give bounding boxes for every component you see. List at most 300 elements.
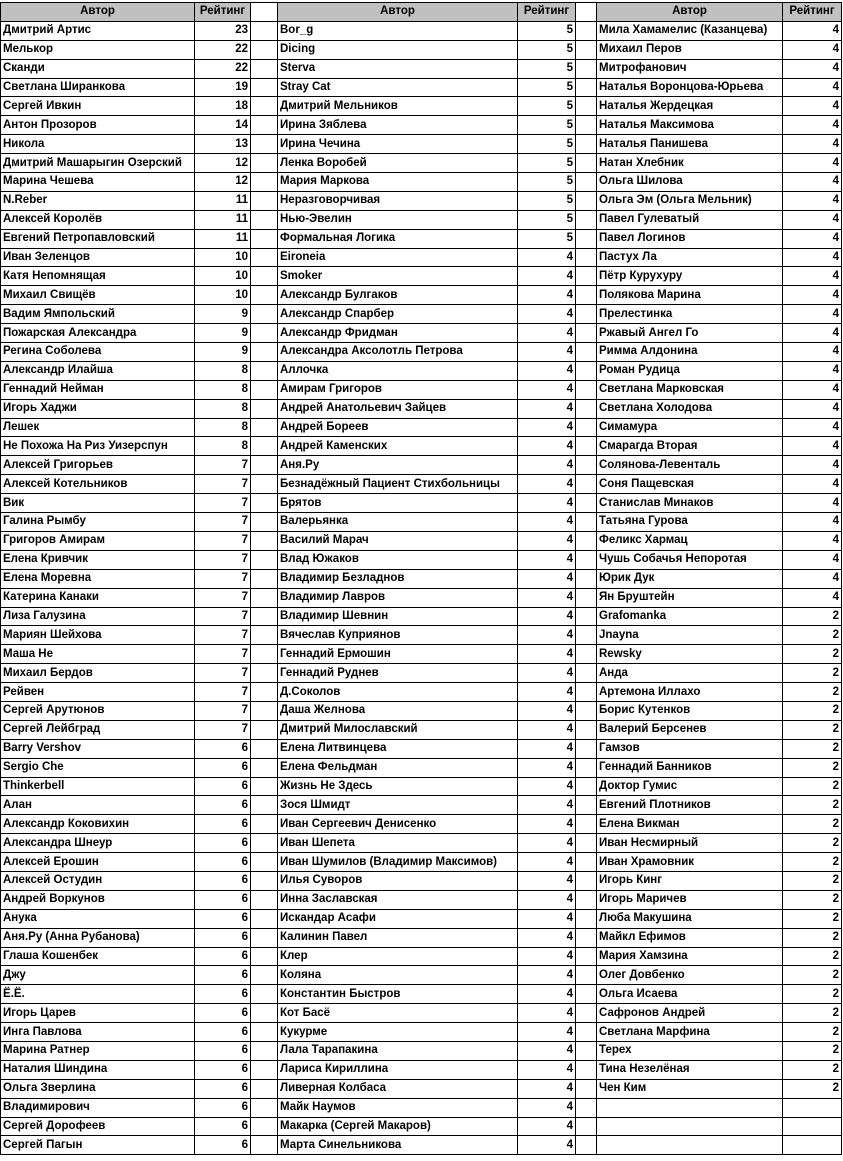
author-cell: Сергей Пагын <box>1 1136 195 1155</box>
rating-cell: 5 <box>518 59 576 78</box>
separator-cell <box>251 135 278 154</box>
separator-cell <box>576 399 597 418</box>
rating-cell: 2 <box>783 853 842 872</box>
rating-cell: 2 <box>783 1079 842 1098</box>
author-cell: Кот Басё <box>278 1004 518 1023</box>
rating-cell: 2 <box>783 1060 842 1079</box>
rating-cell: 4 <box>783 21 842 40</box>
separator-cell <box>251 569 278 588</box>
separator-cell <box>576 531 597 550</box>
rating-cell: 8 <box>195 418 251 437</box>
author-cell: Пожарская Александра <box>1 324 195 343</box>
rating-cell: 7 <box>195 569 251 588</box>
author-cell: Наталья Жердецкая <box>597 97 783 116</box>
table-row <box>1 1023 842 1042</box>
rating-cell: 6 <box>195 758 251 777</box>
table-row <box>1 1136 842 1155</box>
author-cell: Полякова Марина <box>597 286 783 305</box>
separator-cell <box>576 116 597 135</box>
author-cell: Андрей Воркунов <box>1 890 195 909</box>
rating-cell: 8 <box>195 399 251 418</box>
rating-cell: 4 <box>518 834 576 853</box>
rating-cell: 12 <box>195 154 251 173</box>
table-row <box>1 191 842 210</box>
separator-cell <box>251 399 278 418</box>
rating-cell: 4 <box>518 871 576 890</box>
author-cell: Джу <box>1 966 195 985</box>
rating-cell: 4 <box>783 116 842 135</box>
separator-cell <box>251 815 278 834</box>
author-cell: Иван Сергеевич Денисенко <box>278 815 518 834</box>
author-cell: Анука <box>1 909 195 928</box>
separator-cell <box>251 1136 278 1155</box>
rating-cell: 2 <box>783 758 842 777</box>
author-cell: Лала Тарапакина <box>278 1041 518 1060</box>
table-row <box>1 871 842 890</box>
author-cell: Лешек <box>1 418 195 437</box>
separator-cell <box>251 418 278 437</box>
rating-cell: 4 <box>518 966 576 985</box>
separator-cell <box>251 78 278 97</box>
rating-cell: 2 <box>783 947 842 966</box>
rating-cell: 7 <box>195 550 251 569</box>
table-row <box>1 588 842 607</box>
author-cell: Анда <box>597 664 783 683</box>
rating-cell: 6 <box>195 871 251 890</box>
table-row <box>1 1060 842 1079</box>
table-row <box>1 1117 842 1136</box>
rating-cell: 6 <box>195 834 251 853</box>
rating-cell: 4 <box>518 361 576 380</box>
table-row <box>1 720 842 739</box>
separator-cell <box>251 947 278 966</box>
rating-cell: 7 <box>195 607 251 626</box>
author-cell: Артемона Иллахо <box>597 683 783 702</box>
rating-cell: 2 <box>783 928 842 947</box>
separator-cell <box>576 1117 597 1136</box>
author-cell: Алан <box>1 796 195 815</box>
separator-cell <box>576 229 597 248</box>
rating-cell: 2 <box>783 890 842 909</box>
author-cell: Иван Храмовник <box>597 853 783 872</box>
author-cell: Д.Соколов <box>278 683 518 702</box>
author-cell: Мила Хамамелис (Казанцева) <box>597 21 783 40</box>
author-cell: Владимирович <box>1 1098 195 1117</box>
table-row <box>1 909 842 928</box>
separator-cell <box>576 588 597 607</box>
author-cell: Андрей Анатольевич Зайцев <box>278 399 518 418</box>
rating-cell: 4 <box>783 513 842 532</box>
rating-cell: 4 <box>518 815 576 834</box>
rating-cell: 6 <box>195 1098 251 1117</box>
rating-cell: 5 <box>518 97 576 116</box>
rating-cell: 4 <box>518 494 576 513</box>
author-cell: Thinkerbell <box>1 777 195 796</box>
separator-cell <box>251 1023 278 1042</box>
separator-cell <box>251 97 278 116</box>
rating-cell: 7 <box>195 475 251 494</box>
separator-cell <box>576 985 597 1004</box>
author-cell: Дмитрий Мельников <box>278 97 518 116</box>
rating-cell: 7 <box>195 531 251 550</box>
separator-cell <box>251 286 278 305</box>
rating-cell: 4 <box>518 853 576 872</box>
rating-cell: 6 <box>195 815 251 834</box>
table-row <box>1 494 842 513</box>
author-cell: Владимир Лавров <box>278 588 518 607</box>
rating-cell: 2 <box>783 664 842 683</box>
rating-cell: 4 <box>783 343 842 362</box>
rating-cell: 4 <box>518 305 576 324</box>
author-cell: Геннадий Ермошин <box>278 645 518 664</box>
separator-cell <box>576 154 597 173</box>
author-cell: Илья Суворов <box>278 871 518 890</box>
rating-cell: 6 <box>195 1136 251 1155</box>
rating-cell: 12 <box>195 173 251 192</box>
rating-cell: 11 <box>195 191 251 210</box>
author-cell: Маша Не <box>1 645 195 664</box>
author-cell: Кукурме <box>278 1023 518 1042</box>
author-cell: Jnayna <box>597 626 783 645</box>
separator-cell <box>576 1098 597 1117</box>
separator-cell <box>251 3 278 22</box>
rating-cell: 4 <box>518 796 576 815</box>
table-row <box>1 173 842 192</box>
separator-cell <box>576 607 597 626</box>
rating-cell: 2 <box>783 739 842 758</box>
author-cell: Гамзов <box>597 739 783 758</box>
author-cell: Дмитрий Милославский <box>278 720 518 739</box>
table-row <box>1 1079 842 1098</box>
rating-cell: 4 <box>518 947 576 966</box>
author-cell: Галина Рымбу <box>1 513 195 532</box>
author-cell: Светлана Ширанкова <box>1 78 195 97</box>
rating-cell: 22 <box>195 40 251 59</box>
author-cell: Влад Южаков <box>278 550 518 569</box>
author-cell: Ирина Чечина <box>278 135 518 154</box>
rating-cell: 2 <box>783 683 842 702</box>
rating-cell: 4 <box>518 720 576 739</box>
author-cell: Иван Шепета <box>278 834 518 853</box>
author-cell <box>597 1098 783 1117</box>
author-cell: Солянова-Левенталь <box>597 456 783 475</box>
rating-cell: 4 <box>783 550 842 569</box>
separator-cell <box>251 588 278 607</box>
author-cell: Жизнь Не Здесь <box>278 777 518 796</box>
rating-cell: 2 <box>783 626 842 645</box>
author-cell: Глаша Кошенбек <box>1 947 195 966</box>
table-row <box>1 229 842 248</box>
table-row <box>1 399 842 418</box>
separator-cell <box>251 361 278 380</box>
rating-cell: 4 <box>783 267 842 286</box>
separator-cell <box>251 1041 278 1060</box>
author-cell: Василий Марач <box>278 531 518 550</box>
rating-cell: 5 <box>518 191 576 210</box>
author-cell: Чен Ким <box>597 1079 783 1098</box>
rating-cell: 7 <box>195 588 251 607</box>
table-row <box>1 1098 842 1117</box>
rating-cell: 5 <box>518 40 576 59</box>
separator-cell <box>576 305 597 324</box>
author-cell: Dicing <box>278 40 518 59</box>
author-cell: Митрофанович <box>597 59 783 78</box>
separator-cell <box>251 210 278 229</box>
author-cell: Вик <box>1 494 195 513</box>
author-cell: Александра Аксолотль Петрова <box>278 343 518 362</box>
table-row <box>1 626 842 645</box>
author-cell: Михаил Перов <box>597 40 783 59</box>
author-cell: Светлана Холодова <box>597 399 783 418</box>
rating-cell: 7 <box>195 683 251 702</box>
author-cell: Андрей Каменских <box>278 437 518 456</box>
separator-cell <box>576 324 597 343</box>
table-row <box>1 305 842 324</box>
author-cell: Макарка (Сергей Макаров) <box>278 1117 518 1136</box>
rating-cell: 4 <box>783 324 842 343</box>
separator-cell <box>576 909 597 928</box>
rating-cell: 4 <box>518 645 576 664</box>
separator-cell <box>251 701 278 720</box>
separator-cell <box>576 1079 597 1098</box>
separator-cell <box>576 513 597 532</box>
rating-cell: 6 <box>195 966 251 985</box>
rating-cell: 4 <box>518 626 576 645</box>
rating-cell: 6 <box>195 947 251 966</box>
separator-cell <box>251 116 278 135</box>
rating-cell: 2 <box>783 607 842 626</box>
rating-cell: 4 <box>783 191 842 210</box>
rating-cell: 7 <box>195 626 251 645</box>
rating-cell <box>783 1098 842 1117</box>
separator-cell <box>576 853 597 872</box>
rating-cell: 4 <box>518 1041 576 1060</box>
author-cell: Формальная Логика <box>278 229 518 248</box>
rating-cell: 4 <box>518 248 576 267</box>
table-row <box>1 456 842 475</box>
rating-cell: 6 <box>195 928 251 947</box>
separator-cell <box>576 777 597 796</box>
author-cell: Ирина Зяблева <box>278 116 518 135</box>
author-cell: Геннадий Нейман <box>1 380 195 399</box>
author-cell: Люба Макушина <box>597 909 783 928</box>
author-cell: Ливерная Колбаса <box>278 1079 518 1098</box>
author-cell: Смарагда Вторая <box>597 437 783 456</box>
table-row <box>1 286 842 305</box>
table-row <box>1 834 842 853</box>
rating-cell: 2 <box>783 720 842 739</box>
rating-cell: 11 <box>195 210 251 229</box>
table-row <box>1 361 842 380</box>
author-cell: Валерьянка <box>278 513 518 532</box>
separator-cell <box>251 494 278 513</box>
separator-cell <box>576 758 597 777</box>
rating-cell: 4 <box>783 456 842 475</box>
author-cell: Инна Заславская <box>278 890 518 909</box>
rating-cell: 4 <box>518 909 576 928</box>
author-cell: Stray Cat <box>278 78 518 97</box>
separator-cell <box>576 1060 597 1079</box>
column-header-rating: Рейтинг <box>518 3 576 22</box>
rating-cell: 6 <box>195 985 251 1004</box>
rating-cell: 5 <box>518 135 576 154</box>
author-cell: Иван Несмирный <box>597 834 783 853</box>
author-cell: Светлана Марфина <box>597 1023 783 1042</box>
rating-cell: 2 <box>783 645 842 664</box>
author-cell: Искандар Асафи <box>278 909 518 928</box>
rating-cell: 2 <box>783 985 842 1004</box>
separator-cell <box>251 475 278 494</box>
rating-cell: 4 <box>783 418 842 437</box>
table-row <box>1 739 842 758</box>
author-cell: Игорь Хаджи <box>1 399 195 418</box>
author-cell: Елена Моревна <box>1 569 195 588</box>
author-cell: Антон Прозоров <box>1 116 195 135</box>
rating-cell: 7 <box>195 494 251 513</box>
separator-cell <box>576 739 597 758</box>
separator-cell <box>251 1079 278 1098</box>
rating-cell: 4 <box>783 380 842 399</box>
rating-cell: 4 <box>518 286 576 305</box>
rating-cell: 6 <box>195 739 251 758</box>
separator-cell <box>576 343 597 362</box>
rating-cell: 4 <box>783 78 842 97</box>
author-cell: Римма Алдонина <box>597 343 783 362</box>
author-cell: Безнадёжный Пациент Стихбольницы <box>278 475 518 494</box>
rating-cell: 4 <box>518 267 576 286</box>
author-cell: Лиза Галузина <box>1 607 195 626</box>
rating-cell: 4 <box>518 1117 576 1136</box>
separator-cell <box>576 191 597 210</box>
table-row <box>1 607 842 626</box>
rating-cell: 13 <box>195 135 251 154</box>
separator-cell <box>576 928 597 947</box>
author-cell: Сергей Дорофеев <box>1 1117 195 1136</box>
table-row <box>1 154 842 173</box>
author-cell: Ольга Шилова <box>597 173 783 192</box>
rating-cell: 4 <box>518 531 576 550</box>
rating-cell: 4 <box>783 40 842 59</box>
table-row <box>1 418 842 437</box>
rating-cell: 18 <box>195 97 251 116</box>
author-cell: Аня.Ру <box>278 456 518 475</box>
author-cell: Константин Быстров <box>278 985 518 1004</box>
separator-cell <box>251 607 278 626</box>
rating-cell: 4 <box>783 286 842 305</box>
author-cell: Ян Бруштейн <box>597 588 783 607</box>
rating-cell: 4 <box>518 324 576 343</box>
separator-cell <box>576 135 597 154</box>
author-cell: Никола <box>1 135 195 154</box>
author-cell: Катя Непомнящая <box>1 267 195 286</box>
table-row <box>1 248 842 267</box>
author-cell: Елена Фельдман <box>278 758 518 777</box>
author-cell: Евгений Плотников <box>597 796 783 815</box>
rating-cell: 4 <box>518 569 576 588</box>
author-cell: Майкл Ефимов <box>597 928 783 947</box>
separator-cell <box>251 683 278 702</box>
rating-cell: 4 <box>518 1023 576 1042</box>
rating-cell: 4 <box>783 229 842 248</box>
rating-cell: 4 <box>518 739 576 758</box>
rating-cell: 4 <box>518 758 576 777</box>
rating-cell: 2 <box>783 1004 842 1023</box>
table-row <box>1 701 842 720</box>
author-cell: Майк Наумов <box>278 1098 518 1117</box>
separator-cell <box>576 626 597 645</box>
rating-cell: 7 <box>195 645 251 664</box>
separator-cell <box>576 720 597 739</box>
author-cell: Александр Булгаков <box>278 286 518 305</box>
author-cell: Тина Незелёная <box>597 1060 783 1079</box>
separator-cell <box>251 1060 278 1079</box>
author-cell: Ё.Ё. <box>1 985 195 1004</box>
author-cell: Олег Довбенко <box>597 966 783 985</box>
author-cell: Sterva <box>278 59 518 78</box>
rating-cell: 7 <box>195 720 251 739</box>
rating-cell: 6 <box>195 777 251 796</box>
author-cell: Прелестинка <box>597 305 783 324</box>
author-cell: Аллочка <box>278 361 518 380</box>
separator-cell <box>251 834 278 853</box>
table-row <box>1 40 842 59</box>
author-cell: Сканди <box>1 59 195 78</box>
separator-cell <box>576 380 597 399</box>
rating-cell: 9 <box>195 343 251 362</box>
author-cell: Регина Соболева <box>1 343 195 362</box>
author-cell: Не Похожа На Риз Уизерспун <box>1 437 195 456</box>
author-cell: Инга Павлова <box>1 1023 195 1042</box>
rating-cell: 5 <box>518 78 576 97</box>
rating-cell: 4 <box>518 985 576 1004</box>
rating-cell: 8 <box>195 380 251 399</box>
author-cell: Марина Чешева <box>1 173 195 192</box>
column-header-author: Автор <box>278 3 518 22</box>
separator-cell <box>576 21 597 40</box>
author-cell: Чушь Собачья Непоротая <box>597 550 783 569</box>
rating-cell: 4 <box>783 305 842 324</box>
separator-cell <box>251 928 278 947</box>
author-cell: Аня.Ру (Анна Рубанова) <box>1 928 195 947</box>
rating-cell: 4 <box>518 456 576 475</box>
author-cell: Алексей Григорьев <box>1 456 195 475</box>
rating-cell: 4 <box>518 664 576 683</box>
rating-cell: 4 <box>783 135 842 154</box>
table-row <box>1 343 842 362</box>
rating-cell: 23 <box>195 21 251 40</box>
table-row <box>1 569 842 588</box>
author-cell: Соня Пащевская <box>597 475 783 494</box>
author-cell: Станислав Минаков <box>597 494 783 513</box>
author-cell: Роман Рудица <box>597 361 783 380</box>
separator-cell <box>576 796 597 815</box>
table-row <box>1 1004 842 1023</box>
separator-cell <box>251 324 278 343</box>
author-cell: Даша Желнова <box>278 701 518 720</box>
separator-cell <box>576 418 597 437</box>
separator-cell <box>251 626 278 645</box>
separator-cell <box>251 739 278 758</box>
separator-cell <box>251 437 278 456</box>
author-cell: Алексей Ерошин <box>1 853 195 872</box>
rating-cell: 2 <box>783 796 842 815</box>
author-cell: Ржавый Ангел Го <box>597 324 783 343</box>
author-cell: Сергей Ивкин <box>1 97 195 116</box>
rating-cell: 4 <box>518 418 576 437</box>
author-cell: Андрей Бореев <box>278 418 518 437</box>
rating-cell: 4 <box>518 399 576 418</box>
author-cell: Борис Кутенков <box>597 701 783 720</box>
